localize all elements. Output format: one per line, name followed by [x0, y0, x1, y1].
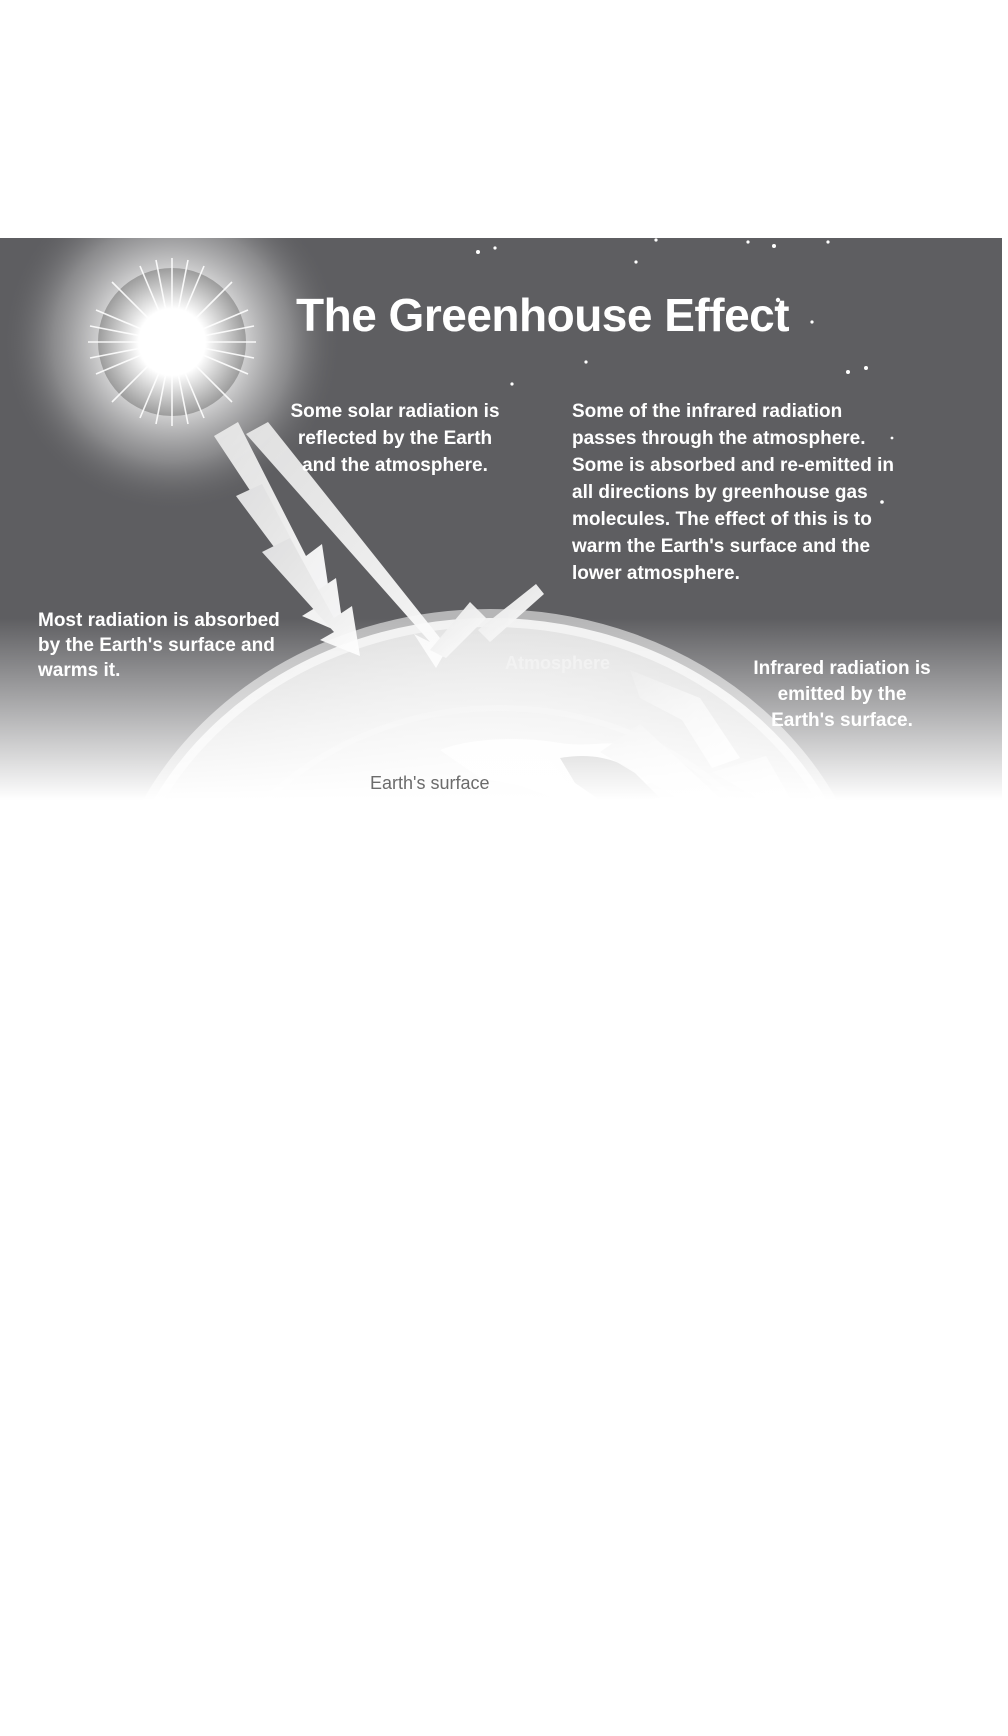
infrared-emitted-label: Infrared radiation is emitted by the Earth's surface.	[753, 658, 931, 731]
greenhouse-diagram	[0, 238, 1002, 800]
sun-icon	[88, 258, 256, 426]
reflected-radiation-label: Some solar radiation is reflected by the Earth and the atmosphere.	[290, 401, 500, 476]
atmosphere-label: Atmosphere	[505, 653, 611, 673]
earth-surface-label: Earth's surface	[370, 773, 490, 793]
diagram-title: The Greenhouse Effect	[296, 289, 790, 341]
absorbed-radiation-label: Most radiation is absorbed by the Earth's surface and warms it.	[38, 610, 280, 681]
infrared-passes-label: Some of the infrared radiation passes through the atmosphere. Some is absorbed and re-emitted in all directions by greenhouse gas molecules. The effect of this is to warm the Earth's surface and the lower atmosphere.	[572, 401, 895, 584]
